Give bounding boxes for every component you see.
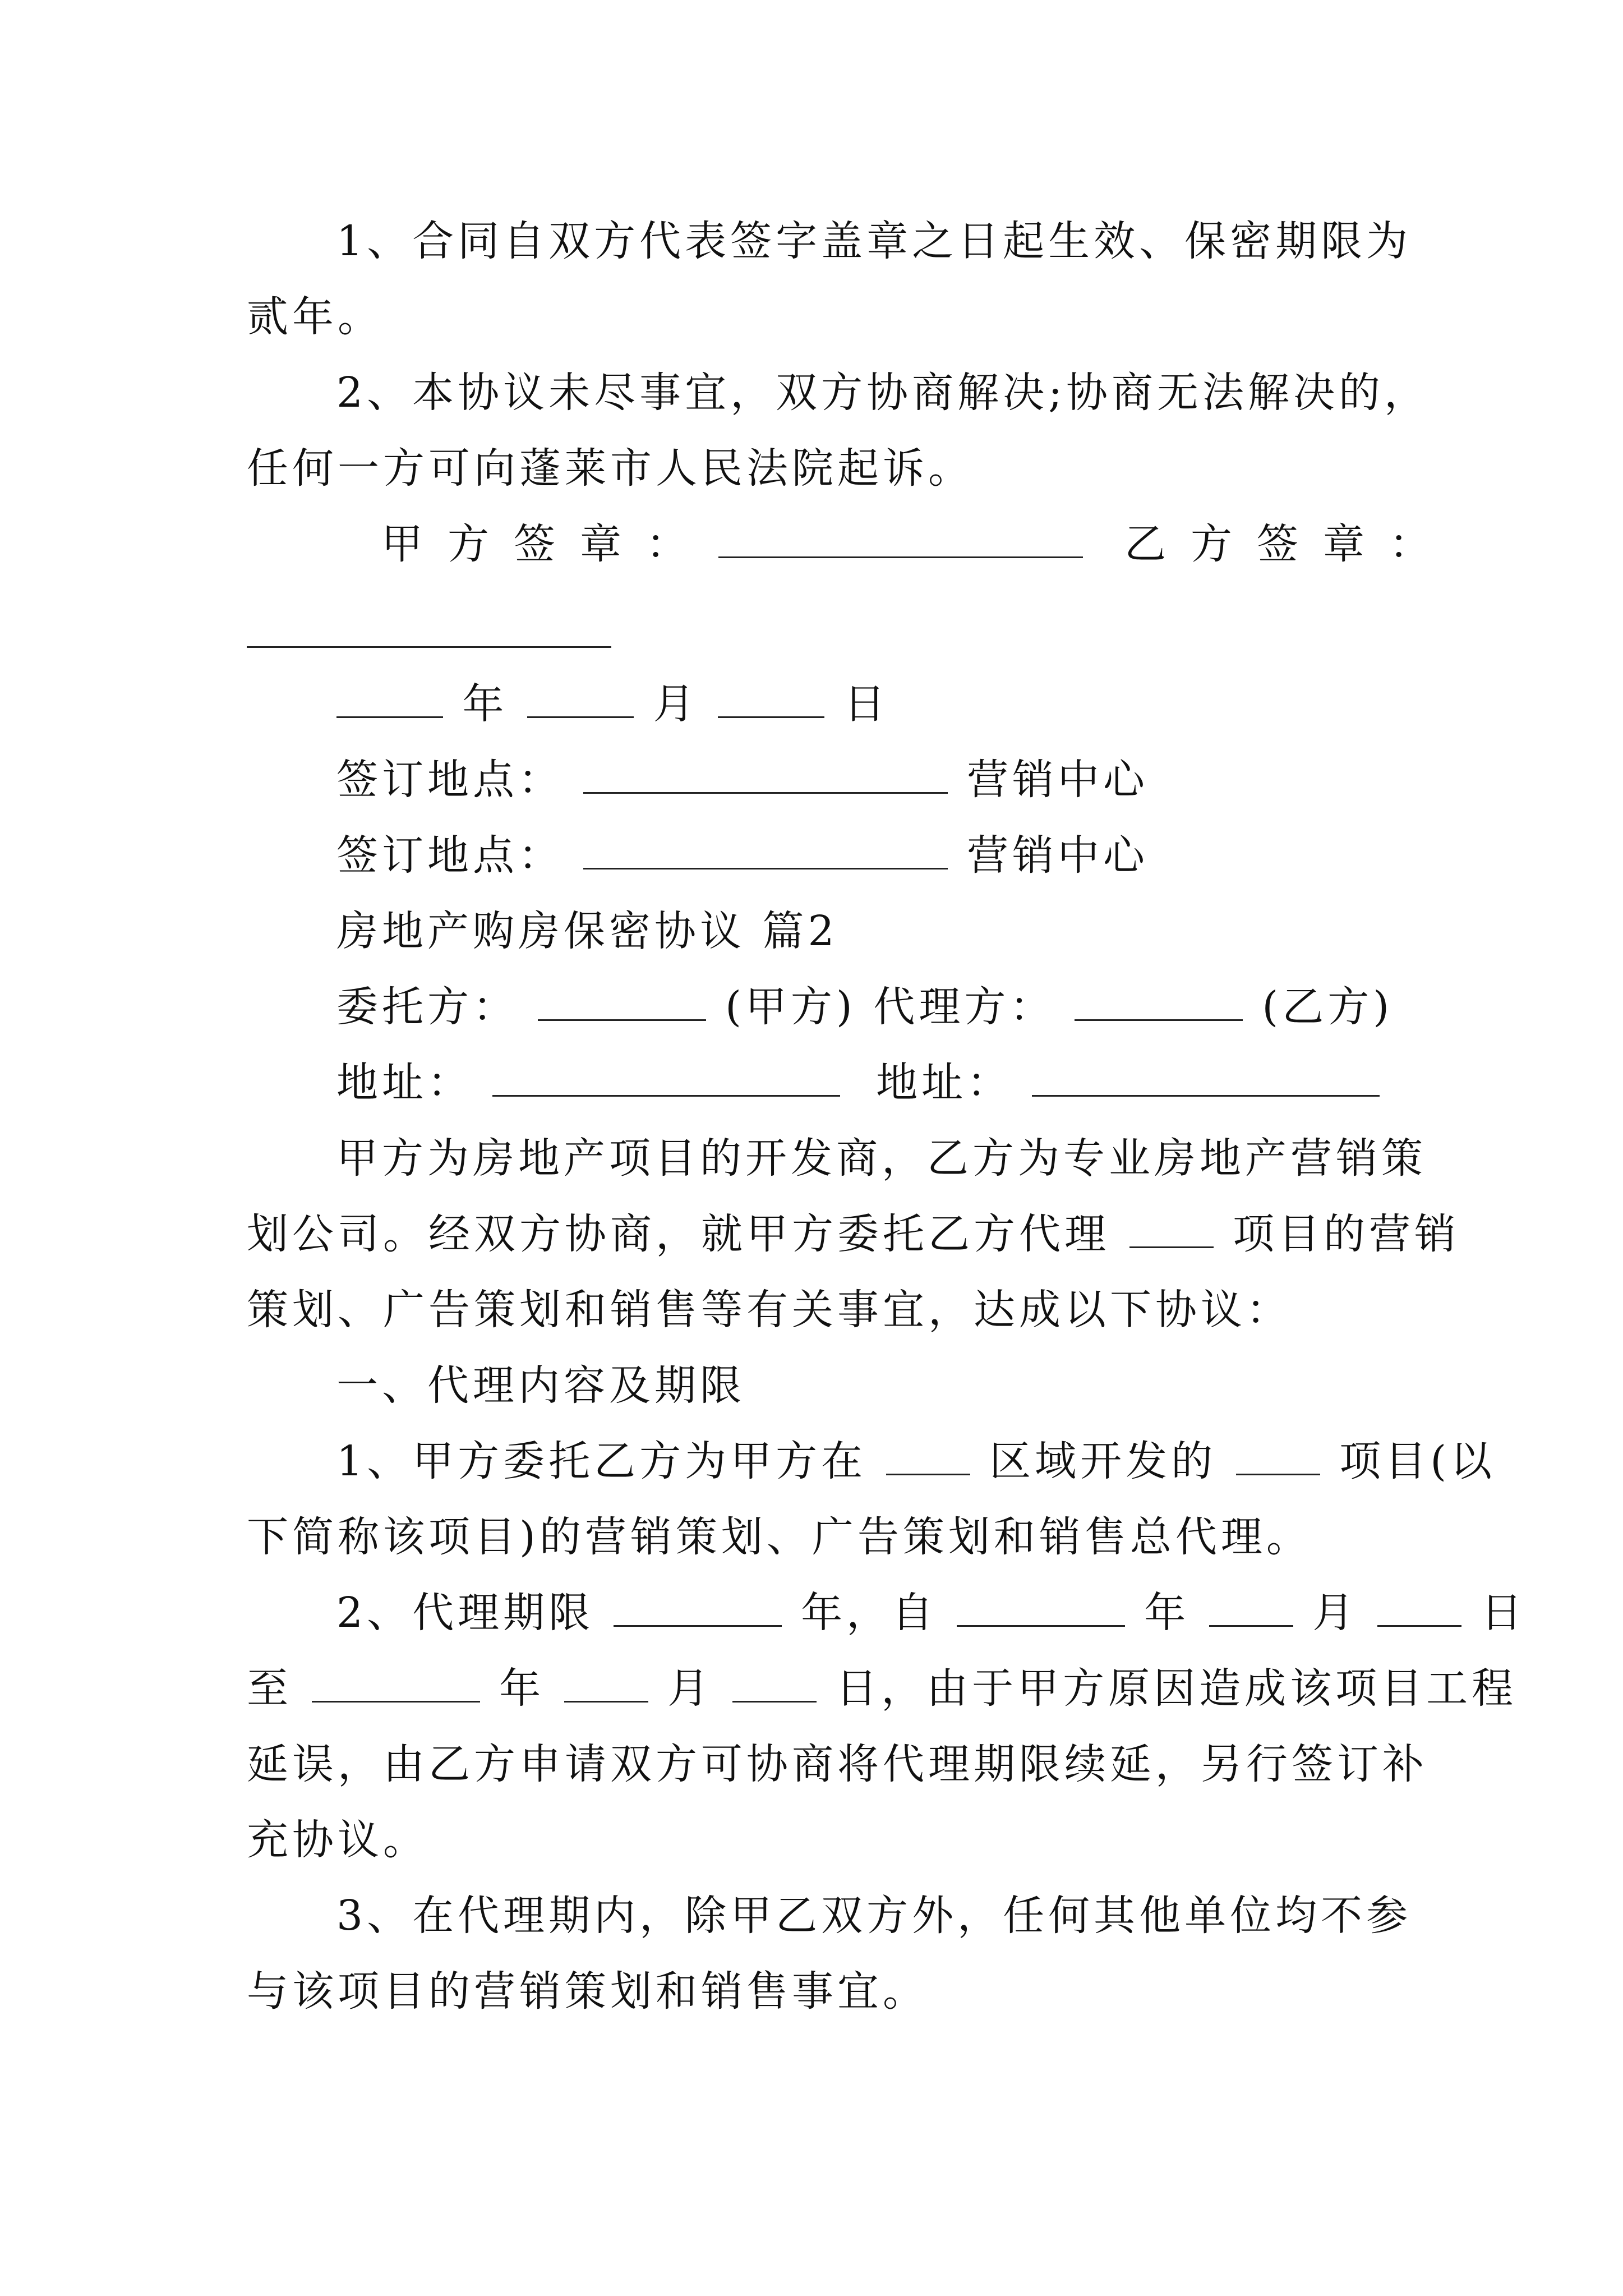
principal-blank[interactable] [538,987,706,1021]
item-2-line-1 [336,1588,1527,1638]
clause-1-line-2 [247,292,1380,342]
region-blank[interactable] [886,1441,970,1475]
text: 延误，由乙方申请双方可协商将代理期限续延，另行签订补 [247,1740,1428,1788]
text: 2、代理期限 [336,1589,594,1637]
party-a-signature-blank[interactable] [718,524,1083,558]
text: 3、在代理期内，除甲乙双方外，任何其他单位均不参 [336,1892,1412,1940]
text: 日 [1481,1589,1527,1637]
day-label: 日 [843,680,889,728]
item-2-line-4 [247,1815,1380,1865]
party-b-signature-blank[interactable] [247,614,611,648]
month-blank[interactable] [527,684,634,718]
principal-label: 委托方： [336,983,518,1031]
text: 至 [247,1664,292,1713]
item-2-line-3 [247,1739,1428,1789]
start-month-blank[interactable] [1209,1593,1293,1627]
year-label: 年 [462,680,508,728]
item-3-line-2 [247,1966,1380,2017]
year-blank[interactable] [336,684,443,718]
month-label: 月 [653,680,699,728]
text: 甲方为房地产项目的开发商，乙方为专业房地产营销策 [336,1134,1427,1182]
signing-place-suffix: 营销中心 [967,756,1149,804]
date-line [336,679,1380,729]
item-3-line-1 [336,1890,1412,1941]
start-year-blank[interactable] [957,1593,1125,1627]
text: 项目的营销 [1233,1210,1460,1258]
item-2-line-2 [247,1663,1518,1714]
text: 策划、广告策划和销售等有关事宜，达成以下协议： [247,1286,1292,1334]
text: 2、本协议未尽事宜，双方协商解决;协商无法解决的， [336,369,1430,417]
item-1-line-2 [247,1512,1380,1562]
clause-2-line-1 [336,367,1430,418]
text: 下简称该项目)的营销策划、广告策划和销售总代理。 [247,1513,1312,1561]
text: 年 [1144,1589,1190,1637]
principal-agent-line [336,982,1394,1032]
party-b-signature-label: 乙方签章： [1124,520,1456,568]
text: 划公司。经双方协商，就甲方委托乙方代理 [247,1210,1110,1258]
heading-1 [336,1360,1380,1411]
preamble-line-3 [247,1285,1380,1335]
signing-place-line-2 [336,830,1380,881]
section-title-text: 房地产购房保密协议 篇2 [336,907,838,955]
signing-place-label: 签订地点： [336,831,564,880]
address-line [336,1057,1380,1108]
agent-suffix: (乙方) [1262,983,1394,1031]
section-title [336,906,1380,956]
signing-place-blank[interactable] [583,760,948,794]
signing-place-label: 签订地点： [336,756,564,804]
address-label-b: 地址： [876,1059,1013,1107]
text: 月 [667,1664,713,1713]
heading-text: 一、代理内容及期限 [336,1361,745,1410]
agent-blank[interactable] [1075,987,1243,1021]
address-blank-a[interactable] [492,1062,840,1097]
day-blank[interactable] [718,684,824,718]
address-blank-b[interactable] [1032,1062,1380,1097]
signing-place-line-1 [336,754,1380,805]
text: 1、合同自双方代表签字盖章之日起生效、保密期限为 [336,217,1412,265]
project-name-blank[interactable] [1236,1441,1320,1475]
text: 1、甲方委托乙方为甲方在 [336,1437,867,1485]
text: 区域开发的 [989,1437,1217,1485]
address-label-a: 地址： [336,1059,473,1107]
clause-1-line-1 [336,216,1412,266]
party-b-signature-blank-line [247,609,1380,643]
end-month-blank[interactable] [564,1668,648,1703]
text: 年，自 [801,1589,938,1637]
start-day-blank[interactable] [1377,1593,1461,1627]
clause-2-line-2 [247,443,1380,494]
text: 月 [1312,1589,1358,1637]
text: 年 [499,1664,545,1713]
end-day-blank[interactable] [732,1668,817,1703]
signature-line [381,519,1456,569]
text: 任何一方可向蓬莱市人民法院起诉。 [247,444,974,493]
item-1-line-1 [336,1436,1496,1487]
party-a-signature-label: 甲方签章： [381,520,712,568]
text: 与该项目的营销策划和销售事宜。 [247,1967,928,2016]
signing-place-suffix: 营销中心 [967,831,1149,880]
period-years-blank[interactable] [614,1593,782,1627]
preamble-line-2 [247,1209,1460,1259]
end-year-blank[interactable] [312,1668,480,1703]
text: 项目(以 [1339,1437,1496,1485]
text: 日，由于甲方原因造成该项目工程 [836,1664,1518,1713]
text: 贰年。 [247,293,383,341]
text: 充协议。 [247,1816,428,1864]
preamble-line-1 [336,1133,1427,1184]
signing-place-blank[interactable] [583,835,948,869]
agent-label: (甲方) 代理方： [725,983,1055,1031]
project-blank[interactable] [1129,1214,1214,1248]
